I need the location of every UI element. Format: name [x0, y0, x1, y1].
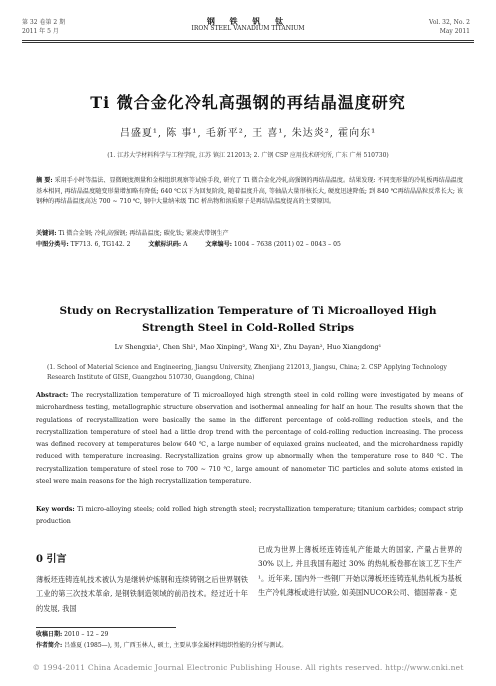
header-divider [22, 40, 474, 41]
abstract-zh-label: 摘 要: [36, 177, 53, 184]
keywords-zh [36, 229, 463, 240]
journal-name [0, 17, 496, 33]
volume-line-en: Vol. 32, No. 2 [429, 19, 470, 26]
bio-label: 作者简介: [36, 642, 63, 649]
paper-title-en [40, 303, 456, 337]
abstract-zh-text: 采用手小时等温法、显微硬度测量和金相组织观察等试验手段, 研究了 Ti 微合金化冷轧高强钢的再结晶温度。结果发现: 不同变形量的冷轧板再结晶温度基本相同, 再结晶温度随变形量增加略有降低; 640 ℃以下为回复阶段, 随着温度升高, 等轴晶大量形核长大, 硬度迅速降低; 到 840 ℃再结晶晶粒反常长大; 该钢种的再结晶温度高达 700 ~ 710 ℃, 钢中大量纳米级 TiC 析出物和溶质原子是再结晶温度提高的主要原因。 [36, 177, 463, 205]
abstract-zh [36, 176, 463, 208]
abstract-en [36, 390, 463, 488]
keywords-zh-label: 关键词: [36, 230, 57, 237]
clc-label: 中图分类号: [36, 241, 69, 248]
journal-volume-issue-en [429, 18, 470, 36]
abstract-en-text: The recrystallization temperature of Ti microalloyed high strength steel in cold rolling were investigated by means of microhardness testing, metallographic structure observation and isothermal annealing for half an hour. The results shown that the regulations of recrystallization were basically the same in the different percentage of cold-rolling reduction steels, and the recrystallization temperature of steel had a little drop trend with the percentage of cold-rolling reduction increasing. The process was defined recovery at temperatures below 640 ℃, a large number of equiaxed grains nucleated, and the microhardness rapidly reduced with temperature increasing. Recrystallization grains grow up abnormally when the temperature rose to 840 ℃. The recrystallization temperature of steel rose to 700 ~ 710 ℃, large amount of nanometer TiC particles and solute atoms existed in steel were main reasons for the high recrystallization temperature. [36, 392, 463, 486]
abstract-en-label: Abstract: [36, 392, 69, 399]
intro-left-column: 薄板坯连铸连轧技术被认为是继转炉炼钢和连续铸钢之后世界钢铁工业的第三次技术革命, 是钢铁制造领域的前沿技术。经过近十年的发展, 我国 [36, 575, 248, 613]
affiliation-zh: (1. 江苏大学材料科学与工程学院, 江苏 镇江 212013; 2. 广钢 CSP 应用技术研究所, 广东 广州 510730) [107, 152, 389, 159]
authors-zh: 吕盛夏¹, 陈 事¹, 毛新平², 王 喜¹, 朱达炎², 霍向东¹ [119, 128, 377, 139]
footnote-divider [36, 627, 176, 628]
received-value: 2010 – 12 – 29 [64, 631, 109, 638]
section-heading-introduction: 0 引言 [36, 554, 67, 565]
paper-title-en-line1: Study on Recrystallization Temperature of Ti Microalloyed High [59, 305, 437, 317]
keywords-en [36, 504, 463, 529]
doc-code-value: A [183, 241, 188, 248]
received-date [36, 630, 456, 640]
journal-name-en: IRON STEEL VANADIUM TITANIUM [191, 25, 305, 32]
clc-value: TF713. 6, TG142. 2 [70, 241, 131, 248]
date-line-en: May 2011 [439, 28, 470, 35]
intro-right-column: 已成为世界上薄板坯连铸连轧产能最大的国家, 产量占世界的 30% 以上, 并且我国有超过 30% 的热轧板卷都在该工艺下生产¹。近年来, 国内外一些钢厂开始以薄板坯连铸连轧热轧板为基板生产冷轧薄板或进行试验, 如美国NUCOR公司、德国蒂森 - 克 [258, 545, 462, 597]
copyright-watermark: © 1994-2011 China Academic Journal Electronic Publishing House. All rights reserved. http://www.cnki.net [32, 663, 464, 672]
received-label: 收稿日期: [36, 631, 63, 638]
bio-value: 吕盛夏 (1985—), 男, 广西玉林人, 硕士, 主要从事金属材料组织性能的分析与测试。 [64, 642, 288, 649]
article-no-label: 文章编号: [205, 241, 232, 248]
date-line: 2011 年 5 月 [22, 28, 59, 35]
header-divider-thin [22, 42, 474, 43]
authors-en: Lv Shengxia¹, Chen Shi¹, Mao Xinping², Wang Xi¹, Zhu Dayan², Huo Xiangdong¹ [114, 343, 382, 351]
volume-line: 第 32 卷第 2 期 [22, 19, 66, 26]
keywords-en-label: Key words: [36, 506, 75, 513]
keywords-zh-text: Ti 微合金钢; 冷轧高强钢; 再结晶温度; 碳化钛; 紧凑式带钢生产 [58, 230, 229, 237]
paper-title-zh: Ti 微合金化冷轧高强钢的再结晶温度研究 [90, 93, 406, 112]
author-bio [36, 641, 456, 651]
journal-name-zh: 钢 铁 钒 钛 [206, 16, 290, 26]
keywords-en-text: Ti micro-alloying steels; cold rolled high strength steel; recrystallization temperature; titanium carbides; compact strip production [36, 506, 463, 526]
paper-title-en-line2: Strength Steel in Cold-Rolled Strips [141, 322, 355, 334]
doc-code-label: 文献标识码: [148, 241, 182, 248]
affiliation-en: (1. School of Material Science and Engineering, Jiangsu University, Zhenjiang 212013, Jiangsu, China; 2. CSP Applying Technology Research Institute of GISE, Guangzhou 510730, Guangdong, China) [47, 364, 447, 381]
article-no-value: 1004 – 7638 (2011) 02 – 0043 – 05 [233, 241, 341, 248]
classification-zh [36, 240, 463, 251]
